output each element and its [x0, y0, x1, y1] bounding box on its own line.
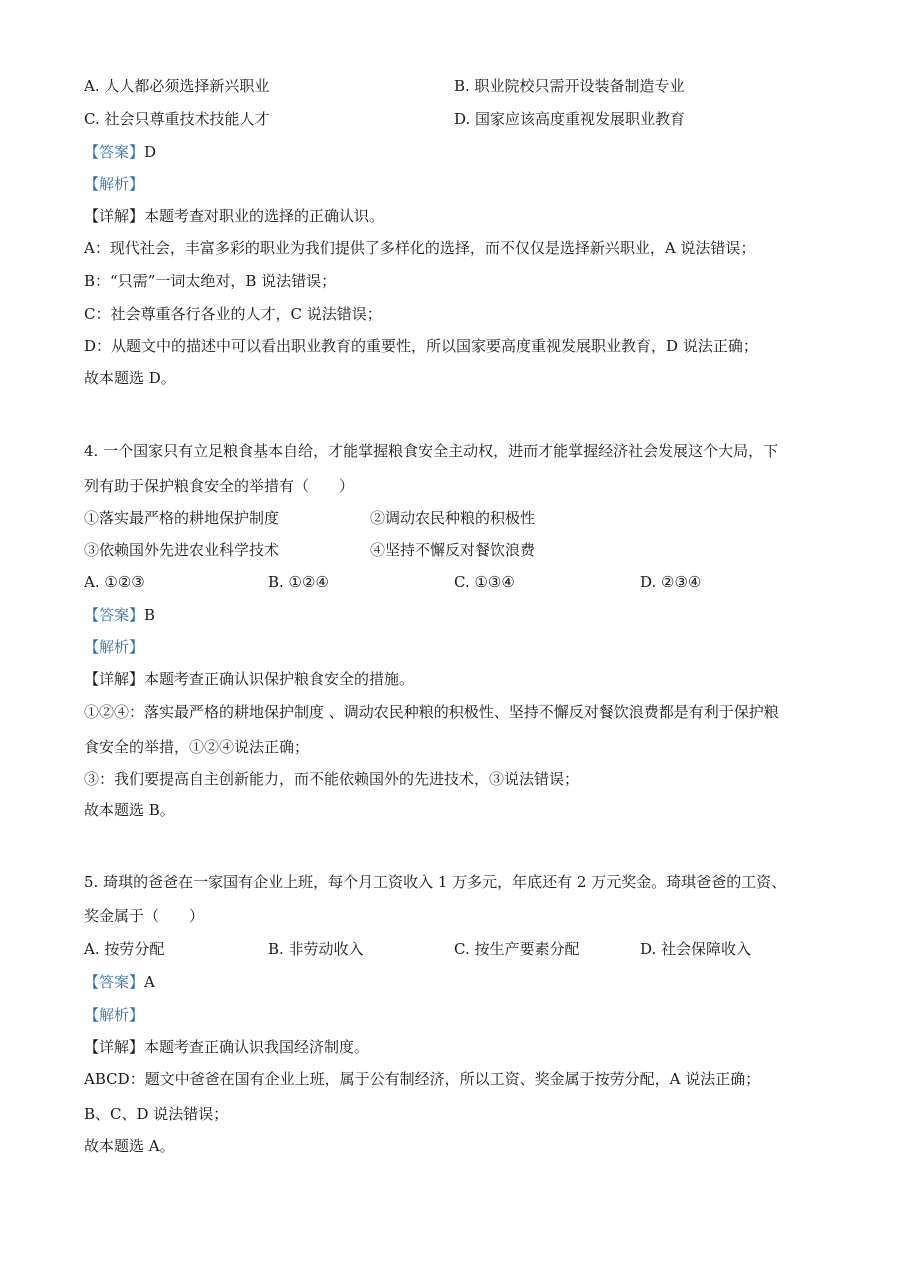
q5-stem-line2: 奖金属于（ ） [84, 907, 205, 925]
q3-analysis-tag: 【解析】 [84, 175, 145, 193]
q3-explain-d: D：从题文中的描述中可以看出职业教育的重要性，所以国家要高度重视发展职业教育，D 说法正确； [84, 337, 758, 355]
q4-conclusion: 故本题选 B。 [84, 801, 175, 819]
q5-analysis-tag: 【解析】 [84, 1006, 145, 1024]
q4-explain-line2: 食安全的举措，①②④说法正确； [84, 738, 310, 756]
q3-option-c: C. 社会只尊重技术技能人才 [84, 110, 270, 128]
q4-option-d: D. ②③④ [640, 573, 702, 591]
q4-item-1: ①落实最严格的耕地保护制度 [84, 509, 280, 527]
q3-answer [84, 142, 156, 162]
answer-tag: 【答案】 [84, 143, 145, 161]
q4-item-4: ④坚持不懈反对餐饮浪费 [370, 541, 536, 559]
q5-detail: 【详解】本题考查正确认识我国经济制度。 [84, 1038, 370, 1056]
q5-option-c: C. 按生产要素分配 [454, 940, 580, 958]
q3-option-d: D. 国家应该高度重视发展职业教育 [454, 110, 686, 128]
answer-value: D [144, 143, 157, 161]
q4-answer [84, 605, 155, 625]
q4-explain-line3: ③：我们要提高自主创新能力，而不能依赖国外的先进技术，③说法错误； [84, 770, 580, 788]
q3-explain-b: B：“只需”一词太绝对，B 说法错误； [84, 272, 337, 290]
q5-stem-line1: 5. 琦琪的爸爸在一家国有企业上班，每个月工资收入 1 万多元，年底还有 2 万元奖金。琦琪爸爸的工资、 [84, 873, 787, 891]
q4-stem-line1: 4. 一个国家只有立足粮食基本自给，才能掌握粮食安全主动权，进而才能掌握经济社会发展这个大局，下 [84, 442, 779, 460]
q4-detail: 【详解】本题考查正确认识保护粮食安全的措施。 [84, 670, 415, 688]
q5-option-d: D. 社会保障收入 [640, 940, 752, 958]
answer-tag: 【答案】 [84, 606, 145, 624]
q4-option-c: C. ①③④ [454, 573, 515, 591]
answer-value: A [144, 973, 155, 991]
q4-stem-line2: 列有助于保护粮食安全的举措有（ ） [84, 477, 355, 495]
q5-option-a: A. 按劳分配 [84, 940, 165, 958]
q3-detail: 【详解】本题考查对职业的选择的正确认识。 [84, 207, 385, 225]
q4-item-3: ③依赖国外先进农业科学技术 [84, 541, 280, 559]
q4-item-2: ②调动农民种粮的积极性 [370, 509, 536, 527]
q4-explain-line1: ①②④：落实最严格的耕地保护制度 、调动农民种粮的积极性、坚持不懈反对餐饮浪费都是有利于保护粮 [84, 703, 779, 721]
q3-conclusion: 故本题选 D。 [84, 369, 176, 387]
q5-conclusion: 故本题选 A。 [84, 1137, 175, 1155]
q5-option-b: B. 非劳动收入 [268, 940, 364, 958]
q5-explain-line2: B、C、D 说法错误； [84, 1105, 229, 1123]
answer-value: B [144, 606, 156, 624]
q3-explain-c: C：社会尊重各行各业的人才，C 说法错误； [84, 305, 382, 323]
q5-answer [84, 972, 155, 992]
q3-option-b: B. 职业院校只需开设装备制造专业 [454, 77, 685, 95]
q4-option-a: A. ①②③ [84, 573, 145, 591]
q4-option-b: B. ①②④ [268, 573, 329, 591]
q4-analysis-tag: 【解析】 [84, 638, 145, 656]
q5-explain-line1: ABCD：题文中爸爸在国有企业上班，属于公有制经济，所以工资、奖金属于按劳分配，A 说法正确； [84, 1070, 761, 1088]
answer-tag: 【答案】 [84, 973, 145, 991]
q3-explain-a: A：现代社会，丰富多彩的职业为我们提供了多样化的选择，而不仅仅是选择新兴职业，A 说法错误； [84, 239, 756, 257]
q3-option-a: A. 人人都必须选择新兴职业 [84, 77, 270, 95]
